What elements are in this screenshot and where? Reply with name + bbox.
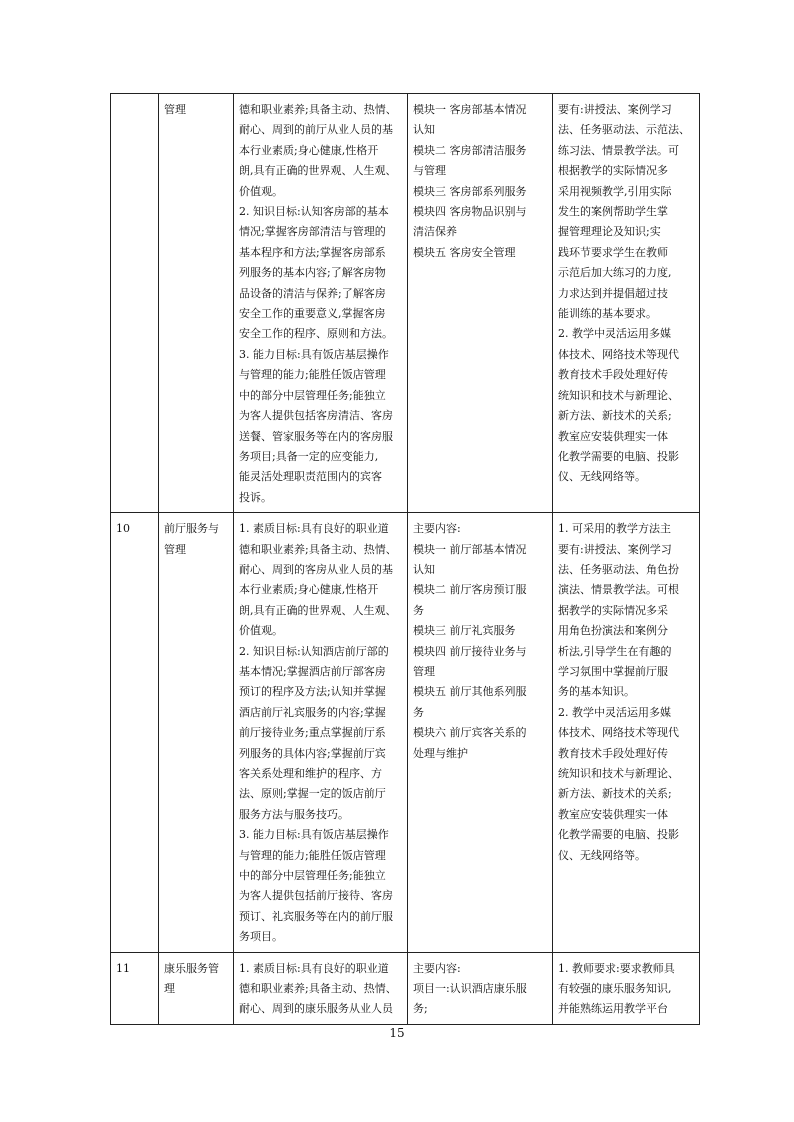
course-content-line: 主要内容: [413,522,461,536]
course-goal-line: 朗,具有正确的世界观、人生观、 [239,603,397,617]
course-goal-line: 耐心、周到的前厅从业人员的基 [239,123,393,137]
teaching-requirement-line: 法、任务驱动法、示范法、 [558,123,690,137]
course-goal-line: 预订的程序及方法;认知并掌握 [239,685,386,699]
course-goal-line: 列服务的具体内容;掌握前厅宾 [239,746,386,760]
course-goal-line: 情况;掌握客房部清洁与管理的 [239,225,386,239]
course-content-line: 务 [413,705,424,719]
teaching-requirement-line: 教育技术手段处理好传 [558,368,668,382]
teaching-requirement-line: 教室应安装供理实一体 [558,807,668,821]
teaching-requirement-line: 据教学的实际情况多采 [558,603,668,617]
teaching-requirement-line: 有较强的康乐服务知识, [558,982,672,996]
course-name-cell [159,94,234,513]
page-number: 15 [389,1026,405,1040]
course-content-cell [408,513,553,953]
course-name-line: 管理 [164,103,186,116]
course-number: 10 [111,513,159,953]
teaching-requirement-line: 仪、无线网络等。 [558,848,646,862]
course-content-line: 模块五 前厅其他系列服 [413,685,527,699]
course-goal-line: 德和职业素养;具备主动、热情、 [239,542,397,556]
teaching-requirement-line: 仪、无线网络等。 [558,470,646,484]
course-goal-line: 德和职业素养;具备主动、热情、 [239,982,397,996]
course-content-line: 模块三 客房部系列服务 [413,184,527,198]
course-content-line: 模块二 客房部清洁服务 [413,143,527,157]
course-content-line: 模块四 前厅接待业务与 [413,644,527,658]
teaching-requirement-line: 体技术、网络技术等现代 [558,347,679,361]
teaching-requirement-line: 教育技术手段处理好传 [558,746,668,760]
teaching-requirement-line: 统知识和技术与新理论、 [558,388,679,402]
course-table [110,93,700,1025]
course-goal-line: 与管理的能力;能胜任饭店管理 [239,368,386,382]
teaching-requirement-line: 并能熟练运用教学平台 [558,1002,668,1016]
course-goal-line: 2. 知识目标:认知客房部的基本 [239,205,389,219]
table-row [111,94,700,513]
course-goal-line: 预订、礼宾服务等在内的前厅服 [239,909,393,923]
course-goal-line: 为客人提供包括客房清洁、客房 [239,409,393,423]
course-content-line: 处理与维护 [413,746,468,760]
course-name-line: 康乐服务管 [164,961,219,975]
teaching-requirement-line: 化教学需要的电脑、投影 [558,449,679,463]
course-content-line: 模块一 前厅部基本情况 [413,542,527,556]
teaching-requirement-line: 2. 教学中灵活运用多媒 [558,705,671,719]
teaching-requirement-line: 演法、情景教学法。可根 [558,583,679,597]
table-row [111,952,700,1024]
course-goal-line: 为客人提供包括前厅接待、客房 [239,889,393,903]
course-goal-line: 中的部分中层管理任务;能独立 [239,869,386,883]
course-content-line: 认知 [413,123,435,137]
course-goal-line: 客关系处理和维护的程序、方 [239,767,382,780]
course-content-line: 模块三 前厅礼宾服务 [413,624,516,638]
teaching-requirement-line: 1. 教师要求:要求教师具 [558,961,675,975]
course-goal-line: 能灵活处理职责范围内的宾客 [239,470,382,484]
course-name-cell [159,513,234,953]
course-content-line: 务; [413,1002,428,1016]
teaching-requirement-line: 体技术、网络技术等现代 [558,726,679,740]
course-content-cell [408,94,553,513]
teaching-requirement-line: 新方法、新技术的关系; [558,409,672,423]
course-content-line: 认知 [413,562,435,576]
course-goals-cell [234,94,408,513]
teaching-requirement-line: 用角色扮演法和案例分 [558,624,668,638]
teaching-requirement-line: 根据教学的实际情况多 [558,164,668,178]
course-goal-line: 法、原则;掌握一定的饭店前厅 [239,787,386,801]
teaching-requirement-line: 析法,引导学生在有趣的 [558,644,672,658]
course-goal-line: 朗,具有正确的世界观、人生观、 [239,164,397,178]
course-goal-line: 耐心、周到的康乐服务从业人员 [239,1002,393,1016]
teaching-requirements-cell [553,513,700,953]
teaching-requirement-line: 力求达到并提倡超过技 [558,286,668,300]
course-goal-line: 1. 素质目标:具有良好的职业道 [239,961,389,975]
course-goal-line: 中的部分中层管理任务;能独立 [239,388,386,402]
teaching-requirement-line: 能训练的基本要求。 [558,307,657,321]
teaching-requirement-line: 握管理理论及知识;实 [558,225,661,239]
teaching-requirement-line: 践环节要求学生在教师 [558,245,668,259]
course-name-line: 前厅服务与 [164,522,219,536]
course-goal-line: 价值观。 [239,624,283,638]
course-number: 11 [111,952,159,1024]
teaching-requirement-line: 2. 教学中灵活运用多媒 [558,327,671,341]
course-number [111,94,159,513]
teaching-requirement-line: 教室应安装供理实一体 [558,429,668,443]
course-content-line: 模块一 客房部基本情况 [413,103,527,116]
course-goal-line: 本行业素质;身心健康,性格开 [239,143,379,157]
course-goal-line: 3. 能力目标:具有饭店基层操作 [239,828,389,842]
teaching-requirement-line: 化教学需要的电脑、投影 [558,828,679,842]
course-goal-line: 价值观。 [239,184,283,198]
course-content-line: 管理 [413,664,435,678]
course-goal-line: 本行业素质;身心健康,性格开 [239,583,379,597]
course-name-line: 管理 [164,542,186,556]
course-content-line: 模块六 前厅宾客关系的 [413,726,527,740]
course-goal-line: 安全工作的重要意义,掌握客房 [239,307,386,321]
teaching-requirement-line: 法、任务驱动法、角色扮 [558,562,679,576]
course-content-line: 务 [413,603,424,617]
course-goals-cell [234,952,408,1024]
course-goal-line: 2. 知识目标:认知酒店前厅部的 [239,644,389,658]
course-goal-line: 酒店前厅礼宾服务的内容;掌握 [239,705,386,719]
course-name-cell [159,952,234,1024]
course-goal-line: 基本程序和方法;掌握客房部系 [239,245,386,259]
course-content-line: 与管理 [413,164,446,178]
teaching-requirement-line: 发生的案例帮助学生掌 [558,205,668,219]
course-goal-line: 前厅接待业务;重点掌握前厅系 [239,726,386,740]
teaching-requirement-line: 统知识和技术与新理论、 [558,767,679,780]
teaching-requirement-line: 要有:讲授法、案例学习 [558,103,672,116]
teaching-requirement-line: 1. 可采用的教学方法主 [558,522,671,536]
teaching-requirements-cell [553,94,700,513]
course-goals-cell [234,513,408,953]
course-goal-line: 品设备的清洁与保养;了解客房 [239,286,386,300]
course-content-cell [408,952,553,1024]
teaching-requirement-line: 练习法、情景教学法。可 [558,143,679,157]
table-row [111,513,700,953]
course-content-line: 主要内容: [413,961,461,975]
course-content-line: 模块五 客房安全管理 [413,245,516,259]
teaching-requirement-line: 采用视频教学,引用实际 [558,184,672,198]
teaching-requirement-line: 示范后加大练习的力度, [558,266,672,280]
course-goal-line: 务项目;具备一定的应变能力, [239,449,379,463]
course-content-line: 模块四 客房物品识别与 [413,205,527,219]
course-goal-line: 投诉。 [239,490,272,504]
course-content-line: 模块二 前厅客房预订服 [413,583,527,597]
course-goal-line: 列服务的基本内容;了解客房物 [239,266,386,280]
course-goal-line: 务项目。 [239,930,283,944]
course-content-line: 项目一:认识酒店康乐服 [413,982,527,996]
course-name-line: 理 [164,982,175,996]
teaching-requirement-line: 要有:讲授法、案例学习 [558,542,672,556]
teaching-requirement-line: 务的基本知识。 [558,685,635,699]
course-goal-line: 服务方法与服务技巧。 [239,807,349,821]
teaching-requirement-line: 学习氛围中掌握前厅服 [558,664,668,678]
course-goal-line: 德和职业素养;具备主动、热情、 [239,103,397,116]
course-goal-line: 耐心、周到的客房从业人员的基 [239,562,393,576]
course-goal-line: 基本情况;掌握酒店前厅部客房 [239,664,386,678]
course-goal-line: 与管理的能力;能胜任饭店管理 [239,848,386,862]
teaching-requirements-cell [553,952,700,1024]
course-goal-line: 送餐、管家服务等在内的客房服 [239,429,393,443]
teaching-requirement-line: 新方法、新技术的关系; [558,787,672,801]
course-goal-line: 安全工作的程序、原则和方法。 [239,327,393,341]
course-content-line: 清洁保养 [413,225,457,239]
course-goal-line: 3. 能力目标:具有饭店基层操作 [239,347,389,361]
course-goal-line: 1. 素质目标:具有良好的职业道 [239,522,389,536]
